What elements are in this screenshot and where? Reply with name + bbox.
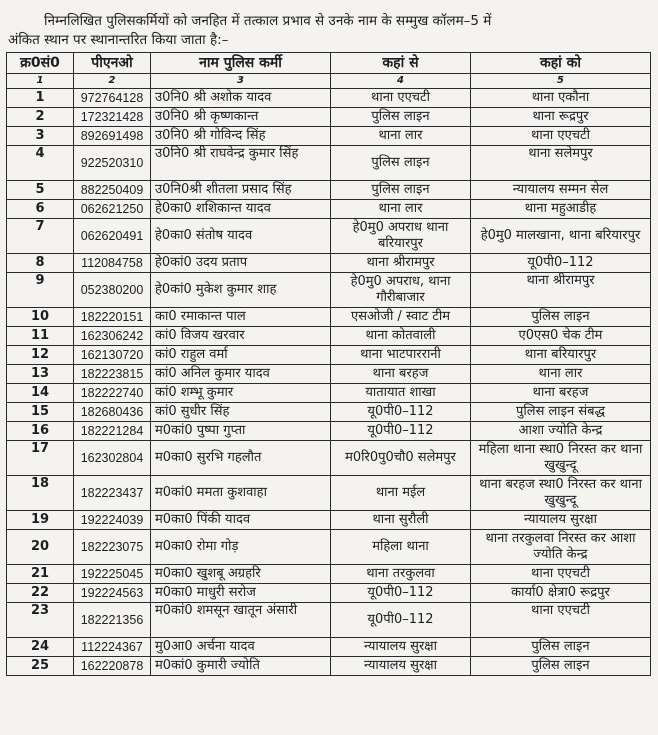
to-cell: पुलिस लाइन bbox=[471, 638, 651, 657]
to-cell: थाना बरहज स्था0 निरस्त कर थाना खुखुन्दू bbox=[471, 476, 651, 511]
pno-cell: 162220878 bbox=[74, 657, 151, 676]
column-number: 4 bbox=[331, 74, 471, 89]
table-row bbox=[7, 530, 651, 565]
table-row bbox=[7, 89, 651, 108]
table-row bbox=[7, 108, 651, 127]
from-cell: यू0पी0–112 bbox=[331, 584, 471, 603]
pno-cell: 922520310 bbox=[74, 146, 151, 181]
to-cell: थाना लार bbox=[471, 365, 651, 384]
table-row bbox=[7, 254, 651, 273]
name-cell: कां0 शम्भू कुमार bbox=[151, 384, 331, 403]
from-cell: म0रि0पु0चौ0 सलेमपुर bbox=[331, 441, 471, 476]
from-cell: यातायात शाखा bbox=[331, 384, 471, 403]
to-cell: हे0मु0 मालखाना, थाना बरियारपुर bbox=[471, 219, 651, 254]
pno-cell: 162130720 bbox=[74, 346, 151, 365]
pno-cell: 052380200 bbox=[74, 273, 151, 308]
from-cell: न्यायालय सुरक्षा bbox=[331, 657, 471, 676]
to-cell: थाना बरहज bbox=[471, 384, 651, 403]
pno-cell: 182221356 bbox=[74, 603, 151, 638]
from-cell: थाना बरहज bbox=[331, 365, 471, 384]
table-row bbox=[7, 511, 651, 530]
table-row bbox=[7, 181, 651, 200]
name-cell: हे0कां0 मुकेश कुमार शाह bbox=[151, 273, 331, 308]
pno-cell: 172321428 bbox=[74, 108, 151, 127]
to-cell: थाना बरियारपुर bbox=[471, 346, 651, 365]
name-cell: म0कां0 पुष्पा गुप्ता bbox=[151, 422, 331, 441]
table-row bbox=[7, 200, 651, 219]
name-cell: म0कां0 ममता कुशवाहा bbox=[151, 476, 331, 511]
pno-cell: 062621250 bbox=[74, 200, 151, 219]
pno-cell: 112224367 bbox=[74, 638, 151, 657]
serial-cell: 1 bbox=[7, 89, 74, 108]
serial-cell: 13 bbox=[7, 365, 74, 384]
serial-cell: 3 bbox=[7, 127, 74, 146]
to-cell: कार्या0 क्षेत्रा0 रूद्रपुर bbox=[471, 584, 651, 603]
name-cell: म0का0 माधुरी सरोज bbox=[151, 584, 331, 603]
column-number: 5 bbox=[471, 74, 651, 89]
name-cell: हे0कां0 उदय प्रताप bbox=[151, 254, 331, 273]
header-row bbox=[7, 53, 651, 74]
serial-cell: 2 bbox=[7, 108, 74, 127]
table-row bbox=[7, 603, 651, 638]
to-cell: पुलिस लाइन संबद्ध bbox=[471, 403, 651, 422]
to-cell: थाना एकौना bbox=[471, 89, 651, 108]
to-cell: पुलिस लाइन bbox=[471, 308, 651, 327]
table-row bbox=[7, 565, 651, 584]
serial-cell: 15 bbox=[7, 403, 74, 422]
name-cell: हे0का0 संतोष यादव bbox=[151, 219, 331, 254]
serial-cell: 16 bbox=[7, 422, 74, 441]
name-cell: म0का0 रोमा गोड़ bbox=[151, 530, 331, 565]
header-name: नाम पुलिस कर्मी bbox=[151, 53, 331, 74]
pno-cell: 062620491 bbox=[74, 219, 151, 254]
to-cell: थाना सलेमपुर bbox=[471, 146, 651, 181]
from-cell: थाना श्रीरामपुर bbox=[331, 254, 471, 273]
pno-cell: 192224039 bbox=[74, 511, 151, 530]
serial-cell: 17 bbox=[7, 441, 74, 476]
to-cell: महिला थाना स्था0 निरस्त कर थाना खुखुन्दू bbox=[471, 441, 651, 476]
to-cell: थाना एएचटी bbox=[471, 565, 651, 584]
table-row bbox=[7, 346, 651, 365]
from-cell: यू0पी0–112 bbox=[331, 603, 471, 638]
from-cell: न्यायालय सुरक्षा bbox=[331, 638, 471, 657]
intro-line-2: अंकित स्थान पर स्थानान्तरित किया जाता है:– bbox=[8, 32, 229, 48]
pno-cell: 972764128 bbox=[74, 89, 151, 108]
from-cell: थाना लार bbox=[331, 200, 471, 219]
serial-cell: 20 bbox=[7, 530, 74, 565]
to-cell: थाना महुआडीह bbox=[471, 200, 651, 219]
table-row bbox=[7, 584, 651, 603]
header-pno: पीएनओ bbox=[74, 53, 151, 74]
from-cell: पुलिस लाइन bbox=[331, 108, 471, 127]
name-cell: का0 रमाकान्त पाल bbox=[151, 308, 331, 327]
serial-cell: 19 bbox=[7, 511, 74, 530]
to-cell: आशा ज्योति केन्द्र bbox=[471, 422, 651, 441]
name-cell: म0का0 पिंकी यादव bbox=[151, 511, 331, 530]
table-body bbox=[7, 89, 651, 676]
serial-cell: 21 bbox=[7, 565, 74, 584]
column-number: 3 bbox=[151, 74, 331, 89]
table-row bbox=[7, 384, 651, 403]
table-row bbox=[7, 127, 651, 146]
header-from: कहां से bbox=[331, 53, 471, 74]
from-cell: थाना कोतवाली bbox=[331, 327, 471, 346]
from-cell: हे0मु0 अपराध थाना बरियारपुर bbox=[331, 219, 471, 254]
serial-cell: 9 bbox=[7, 273, 74, 308]
from-cell: थाना भाटपाररानी bbox=[331, 346, 471, 365]
serial-cell: 12 bbox=[7, 346, 74, 365]
serial-cell: 25 bbox=[7, 657, 74, 676]
column-number: 1 bbox=[7, 74, 74, 89]
pno-cell: 182680436 bbox=[74, 403, 151, 422]
pno-cell: 112084758 bbox=[74, 254, 151, 273]
name-cell: कां0 सुधीर सिंह bbox=[151, 403, 331, 422]
table-row bbox=[7, 327, 651, 346]
column-number-row bbox=[7, 74, 651, 89]
serial-cell: 7 bbox=[7, 219, 74, 254]
serial-cell: 4 bbox=[7, 146, 74, 181]
intro-paragraph bbox=[8, 12, 648, 50]
to-cell: थाना रूद्रपुर bbox=[471, 108, 651, 127]
intro-line-1: निम्नलिखित पुलिसकर्मियों को जनहित में तत्काल प्रभाव से उनके नाम के सम्मुख कॉलम–5 में bbox=[44, 13, 492, 29]
from-cell: महिला थाना bbox=[331, 530, 471, 565]
pno-cell: 162302804 bbox=[74, 441, 151, 476]
name-cell: उ0नि0श्री शीतला प्रसाद सिंह bbox=[151, 181, 331, 200]
column-number: 2 bbox=[74, 74, 151, 89]
name-cell: उ0नि0 श्री अशोक यादव bbox=[151, 89, 331, 108]
to-cell: थाना एएचटी bbox=[471, 603, 651, 638]
table-row bbox=[7, 403, 651, 422]
name-cell: कां0 अनिल कुमार यादव bbox=[151, 365, 331, 384]
to-cell: ए0एस0 चेक टीम bbox=[471, 327, 651, 346]
to-cell: यू0पी0–112 bbox=[471, 254, 651, 273]
name-cell: म0कां0 कुमारी ज्योति bbox=[151, 657, 331, 676]
serial-cell: 22 bbox=[7, 584, 74, 603]
header-to: कहां को bbox=[471, 53, 651, 74]
table-row bbox=[7, 422, 651, 441]
serial-cell: 24 bbox=[7, 638, 74, 657]
serial-cell: 8 bbox=[7, 254, 74, 273]
name-cell: कां0 राहुल वर्मा bbox=[151, 346, 331, 365]
from-cell: थाना सुरौली bbox=[331, 511, 471, 530]
from-cell: यू0पी0–112 bbox=[331, 422, 471, 441]
table-row bbox=[7, 441, 651, 476]
to-cell: न्यायालय सम्मन सेल bbox=[471, 181, 651, 200]
pno-cell: 182223815 bbox=[74, 365, 151, 384]
to-cell: पुलिस लाइन bbox=[471, 657, 651, 676]
from-cell: पुलिस लाइन bbox=[331, 146, 471, 181]
pno-cell: 192224563 bbox=[74, 584, 151, 603]
serial-cell: 10 bbox=[7, 308, 74, 327]
to-cell: थाना एएचटी bbox=[471, 127, 651, 146]
pno-cell: 182223437 bbox=[74, 476, 151, 511]
table-row bbox=[7, 219, 651, 254]
table-row bbox=[7, 365, 651, 384]
table-row bbox=[7, 638, 651, 657]
from-cell: हे0मु0 अपराध, थाना गौरीबाजार bbox=[331, 273, 471, 308]
name-cell: म0कां0 शमसून खातून अंसारी bbox=[151, 603, 331, 638]
from-cell: थाना लार bbox=[331, 127, 471, 146]
from-cell: यू0पी0–112 bbox=[331, 403, 471, 422]
serial-cell: 23 bbox=[7, 603, 74, 638]
pno-cell: 182223075 bbox=[74, 530, 151, 565]
table-row bbox=[7, 273, 651, 308]
serial-cell: 11 bbox=[7, 327, 74, 346]
to-cell: थाना तरकुलवा निरस्त कर आशा ज्योति केन्द्र bbox=[471, 530, 651, 565]
pno-cell: 182220151 bbox=[74, 308, 151, 327]
from-cell: एसओजी / स्वाट टीम bbox=[331, 308, 471, 327]
table-row bbox=[7, 476, 651, 511]
serial-cell: 18 bbox=[7, 476, 74, 511]
pno-cell: 192225045 bbox=[74, 565, 151, 584]
name-cell: उ0नि0 श्री गोविन्द सिंह bbox=[151, 127, 331, 146]
transfer-table bbox=[6, 52, 651, 676]
pno-cell: 162306242 bbox=[74, 327, 151, 346]
name-cell: हे0का0 शशिकान्त यादव bbox=[151, 200, 331, 219]
name-cell: उ0नि0 श्री कृष्णकान्त bbox=[151, 108, 331, 127]
pno-cell: 882250409 bbox=[74, 181, 151, 200]
from-cell: पुलिस लाइन bbox=[331, 181, 471, 200]
serial-cell: 14 bbox=[7, 384, 74, 403]
from-cell: थाना मईल bbox=[331, 476, 471, 511]
pno-cell: 182221284 bbox=[74, 422, 151, 441]
name-cell: मु0आ0 अर्चना यादव bbox=[151, 638, 331, 657]
serial-cell: 6 bbox=[7, 200, 74, 219]
pno-cell: 892691498 bbox=[74, 127, 151, 146]
table-row bbox=[7, 657, 651, 676]
to-cell: थाना श्रीरामपुर bbox=[471, 273, 651, 308]
table-row bbox=[7, 146, 651, 181]
name-cell: कां0 विजय खरवार bbox=[151, 327, 331, 346]
table-row bbox=[7, 308, 651, 327]
from-cell: थाना तरकुलवा bbox=[331, 565, 471, 584]
from-cell: थाना एएचटी bbox=[331, 89, 471, 108]
serial-cell: 5 bbox=[7, 181, 74, 200]
name-cell: म0का0 खुशबू अग्रहरि bbox=[151, 565, 331, 584]
name-cell: उ0नि0 श्री राघवेन्द्र कुमार सिंह bbox=[151, 146, 331, 181]
pno-cell: 182222740 bbox=[74, 384, 151, 403]
to-cell: न्यायालय सुरक्षा bbox=[471, 511, 651, 530]
header-serial: क्र0सं0 bbox=[7, 53, 74, 74]
name-cell: म0का0 सुरभि गहलौत bbox=[151, 441, 331, 476]
